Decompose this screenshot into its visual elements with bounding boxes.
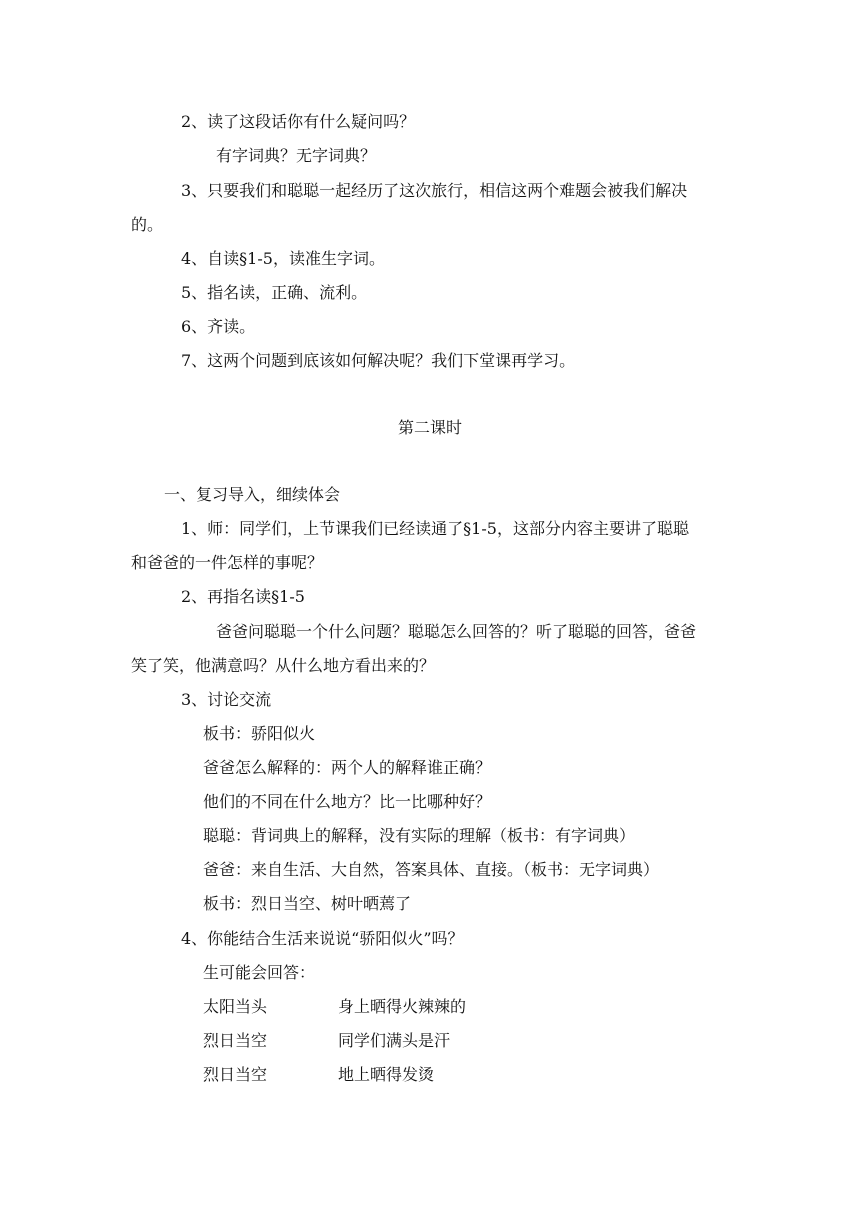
list-item: 3、只要我们和聪聪一起经历了这次旅行，相信这两个难题会被我们解决 (181, 181, 688, 200)
board-note: 板书：骄阳似火 (203, 724, 316, 743)
list-item-detail: 生可能会回答： (203, 963, 316, 982)
list-item: 3、讨论交流 (181, 690, 272, 709)
list-item-continuation: 的。 (131, 215, 164, 234)
answer-left: 烈日当空 (203, 1065, 268, 1084)
list-item-detail: 有字词典？无字词典？ (216, 146, 377, 165)
answer-right: 身上晒得火辣辣的 (338, 997, 467, 1016)
list-item: 7、这两个问题到底该如何解决呢？我们下堂课再学习。 (181, 351, 576, 370)
answer-right: 地上晒得发烫 (338, 1065, 435, 1084)
list-item: 4、自读§1-5，读准生字词。 (181, 249, 385, 268)
list-item: 4、你能结合生活来说说“骄阳似火”吗？ (181, 929, 464, 948)
board-note: 板书：烈日当空、树叶晒蔫了 (203, 894, 412, 913)
answer-left: 烈日当空 (203, 1031, 268, 1050)
section-heading: 一、复习导入，细续体会 (164, 485, 341, 504)
list-item: 1、师：同学们，上节课我们已经读通了§1-5，这部分内容主要讲了聪聪 (181, 519, 689, 538)
section-title: 第二课时 (398, 418, 463, 437)
list-item: 2、读了这段话你有什么疑问吗？ (181, 112, 416, 131)
discussion-line: 爸爸：来自生活、大自然，答案具体、直接。（板书：无字词典） (203, 860, 660, 879)
list-item-continuation: 和爸爸的一件怎样的事呢？ (131, 553, 324, 572)
list-item: 6、齐读。 (181, 317, 256, 336)
discussion-line: 他们的不同在什么地方？比一比哪种好？ (203, 792, 492, 811)
discussion-line: 爸爸怎么解释的：两个人的解释谁正确？ (203, 758, 492, 777)
list-item: 2、再指名读§1-5 (181, 587, 305, 606)
list-item-detail: 爸爸问聪聪一个什么问题？聪聪怎么回答的？听了聪聪的回答，爸爸 (216, 622, 697, 641)
answer-left: 太阳当头 (203, 997, 268, 1016)
discussion-line: 聪聪：背词典上的解释，没有实际的理解（板书：有字词典） (203, 826, 636, 845)
list-item-continuation: 笑了笑，他满意吗？从什么地方看出来的？ (131, 656, 436, 675)
list-item: 5、指名读，正确、流利。 (181, 283, 368, 302)
answer-right: 同学们满头是汗 (338, 1031, 451, 1050)
